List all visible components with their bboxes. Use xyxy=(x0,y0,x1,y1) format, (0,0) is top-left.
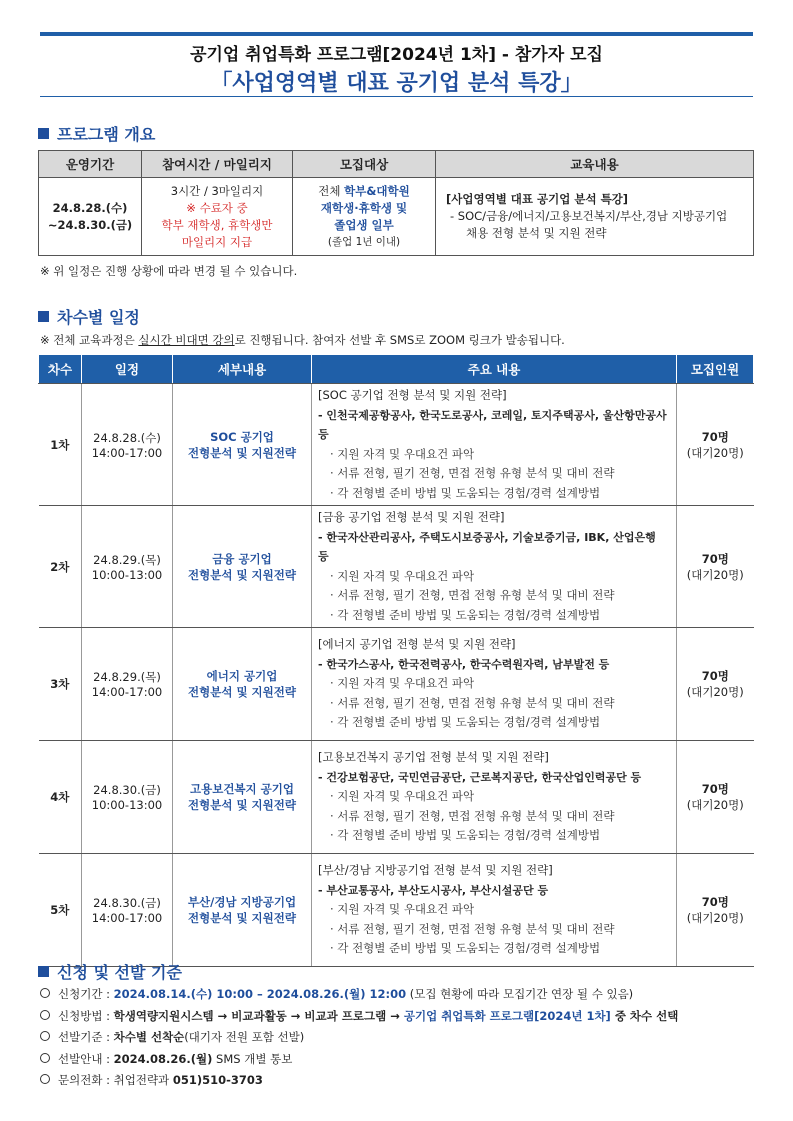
page-title: 공기업 취업특화 프로그램[2024년 1차] - 참가자 모집 xyxy=(190,45,603,65)
title-divider xyxy=(40,96,753,97)
main-content-cell: [SOC 공기업 전형 분석 및 지원 전략] - 인천국제공항공사, 한국도로공사, 코레일, 토지주택공사, 울산항만공사 등 · 지원 자격 및 우대요건 파악 · 서류 전형, 필기 전형, 면접 전형 유형 분석 및 대비 전략 · 각 전형별 준비 방법 및 도움되는 경험/경력 설계방법 xyxy=(312,384,677,506)
apply-list xyxy=(40,984,678,1092)
time-cell: 3시간 / 3마일리지 ※ 수료자 중 학부 재학생, 휴학생만 마일리지 지급 xyxy=(142,178,293,256)
capacity-cell: 70명 (대기20명) xyxy=(677,506,754,628)
overview-table xyxy=(38,150,754,256)
date-cell: 24.8.30.(금) 14:00-17:00 xyxy=(82,854,173,967)
round-cell: 3차 xyxy=(39,628,82,741)
overview-note: ※ 위 일정은 진행 상황에 따라 변경 될 수 있습니다. xyxy=(40,264,298,278)
col-header-time: 참여시간 / 마일리지 xyxy=(142,151,293,178)
schedule-heading: 차수별 일정 xyxy=(38,305,140,328)
detail-cell: 금융 공기업 전형분석 및 지원전략 xyxy=(173,506,312,628)
detail-cell: 에너지 공기업 전형분석 및 지원전략 xyxy=(173,628,312,741)
apply-method: 신청방법 : 학생역량지원시스템 → 비교과활동 → 비교과 프로그램 → 공기업 취업특화 프로그램[2024년 1차] 중 차수 선택 xyxy=(40,1006,678,1028)
target-cell: 전체 학부&대학원 재학생·휴학생 및 졸업생 일부 (졸업 1년 이내) xyxy=(293,178,436,256)
col-header-content: 교육내용 xyxy=(436,151,754,178)
schedule-table xyxy=(38,354,754,967)
detail-cell: 고용보건복지 공기업 전형분석 및 지원전략 xyxy=(173,741,312,854)
col-header-round: 차수 xyxy=(39,355,82,384)
date-cell: 24.8.28.(수) 14:00-17:00 xyxy=(82,384,173,506)
apply-notice: 선발안내 : 2024.08.26.(월) SMS 개별 통보 xyxy=(40,1049,678,1071)
date-cell: 24.8.29.(목) 10:00-13:00 xyxy=(82,506,173,628)
schedule-row xyxy=(39,384,754,506)
schedule-row xyxy=(39,741,754,854)
detail-cell: 부산/경남 지방공기업 전형분석 및 지원전략 xyxy=(173,854,312,967)
content-cell: [사업영역별 대표 공기업 분석 특강] - SOC/금융/에너지/고용보건복지/부산,경남 지방공기업 채용 전형 분석 및 지원 전략 xyxy=(436,178,754,256)
capacity-cell: 70명 (대기20명) xyxy=(677,741,754,854)
capacity-cell: 70명 (대기20명) xyxy=(677,384,754,506)
round-cell: 4차 xyxy=(39,741,82,854)
col-header-capacity: 모집인원 xyxy=(677,355,754,384)
round-cell: 2차 xyxy=(39,506,82,628)
schedule-row xyxy=(39,506,754,628)
circle-bullet-icon xyxy=(40,1031,50,1041)
main-content-cell: [고용보건복지 공기업 전형 분석 및 지원 전략] - 건강보험공단, 국민연금공단, 근로복지공단, 한국산업인력공단 등 · 지원 자격 및 우대요건 파악 · 서류 전형, 필기 전형, 면접 전형 유형 분석 및 대비 전략 · 각 전형별 준비 방법 및 도움되는 경험/경력 설계방법 xyxy=(312,741,677,854)
schedule-row xyxy=(39,628,754,741)
capacity-cell: 70명 (대기20명) xyxy=(677,854,754,967)
col-header-target: 모집대상 xyxy=(293,151,436,178)
circle-bullet-icon xyxy=(40,1074,50,1084)
date-cell: 24.8.30.(금) 10:00-13:00 xyxy=(82,741,173,854)
circle-bullet-icon xyxy=(40,1010,50,1020)
col-header-main: 주요 내용 xyxy=(312,355,677,384)
schedule-row xyxy=(39,854,754,967)
square-bullet-icon xyxy=(38,311,49,322)
main-content-cell: [부산/경남 지방공기업 전형 분석 및 지원 전략] - 부산교통공사, 부산도시공사, 부산시설공단 등 · 지원 자격 및 우대요건 파악 · 서류 전형, 필기 전형, 면접 전형 유형 분석 및 대비 전략 · 각 전형별 준비 방법 및 도움되는 경험/경력 설계방법 xyxy=(312,854,677,967)
square-bullet-icon xyxy=(38,966,49,977)
round-cell: 1차 xyxy=(39,384,82,506)
square-bullet-icon xyxy=(38,128,49,139)
circle-bullet-icon xyxy=(40,988,50,998)
top-accent-bar xyxy=(40,32,753,36)
overview-heading: 프로그램 개요 xyxy=(38,122,155,145)
schedule-note: ※ 전체 교육과정은 실시간 비대면 강의로 진행됩니다. 참여자 선발 후 SMS로 ZOOM 링크가 발송됩니다. xyxy=(40,333,565,347)
apply-contact: 문의전화 : 취업전략과 051)510-3703 xyxy=(40,1070,678,1092)
period-cell: 24.8.28.(수) ~24.8.30.(금) xyxy=(39,178,142,256)
main-content-cell: [에너지 공기업 전형 분석 및 지원 전략] - 한국가스공사, 한국전력공사, 한국수력원자력, 남부발전 등 · 지원 자격 및 우대요건 파악 · 서류 전형, 필기 전형, 면접 전형 유형 분석 및 대비 전략 · 각 전형별 준비 방법 및 도움되는 경험/경력 설계방법 xyxy=(312,628,677,741)
col-header-period: 운영기간 xyxy=(39,151,142,178)
page-subtitle: 「사업영역별 대표 공기업 분석 특강」 xyxy=(210,71,583,96)
col-header-date: 일정 xyxy=(82,355,173,384)
apply-criteria: 선발기준 : 차수별 선착순(대기자 전원 포함 선발) xyxy=(40,1027,678,1049)
apply-period: 신청기간 : 2024.08.14.(수) 10:00 – 2024.08.26.(월) 12:00 (모집 현황에 따라 모집기간 연장 될 수 있음) xyxy=(40,984,678,1006)
col-header-detail: 세부내용 xyxy=(173,355,312,384)
apply-heading: 신청 및 선발 기준 xyxy=(38,960,182,983)
round-cell: 5차 xyxy=(39,854,82,967)
date-cell: 24.8.29.(목) 14:00-17:00 xyxy=(82,628,173,741)
circle-bullet-icon xyxy=(40,1053,50,1063)
capacity-cell: 70명 (대기20명) xyxy=(677,628,754,741)
detail-cell: SOC 공기업 전형분석 및 지원전략 xyxy=(173,384,312,506)
main-content-cell: [금융 공기업 전형 분석 및 지원 전략] - 한국자산관리공사, 주택도시보증공사, 기술보증기금, IBK, 산업은행 등 · 지원 자격 및 우대요건 파악 · 서류 전형, 필기 전형, 면접 전형 유형 분석 및 대비 전략 · 각 전형별 준비 방법 및 도움되는 경험/경력 설계방법 xyxy=(312,506,677,628)
